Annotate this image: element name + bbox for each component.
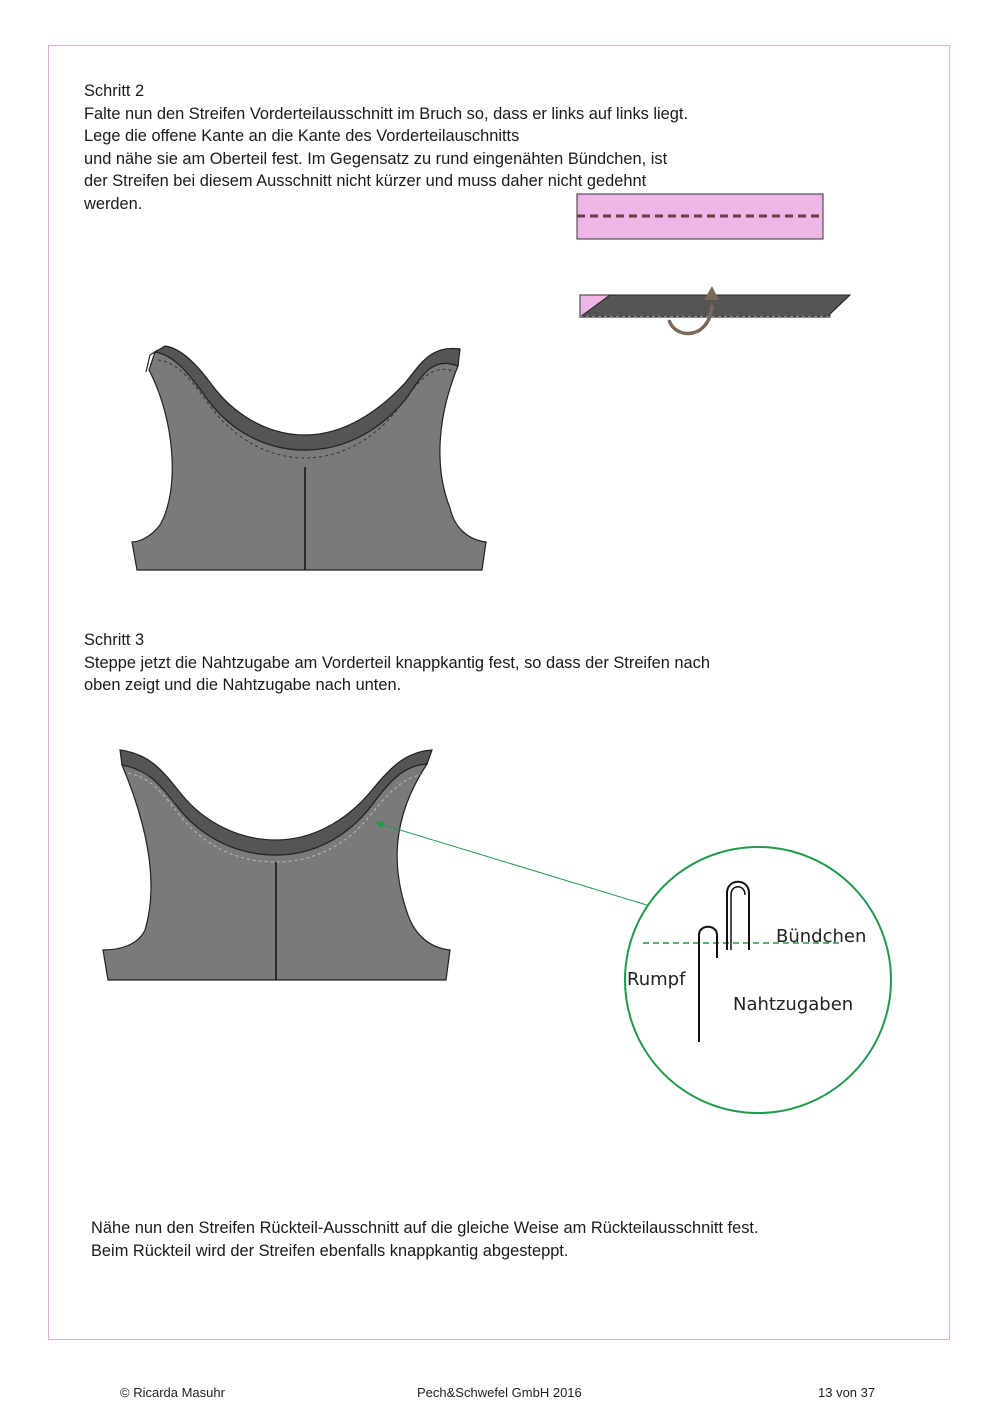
step-2-line: Falte nun den Streifen Vorderteilausschnitt im Bruch so, dass er links auf links liegt. <box>84 104 689 123</box>
footer-author: © Ricarda Masuhr <box>120 1385 225 1400</box>
bodice-piece <box>132 352 486 570</box>
step-3-line: Steppe jetzt die Nahtzugabe am Vorderteil knappkantig fest, so dass der Streifen nach <box>84 653 710 672</box>
closing-line: Nähe nun den Streifen Rückteil-Ausschnitt auf die gleiche Weise am Rückteilausschnitt fest. <box>91 1219 759 1237</box>
bodice-step-3-illustration <box>103 750 450 980</box>
strip-folded-illustration <box>580 286 850 334</box>
footer-company: Pech&Schwefel GmbH 2016 <box>417 1385 582 1400</box>
strip-unfolded-illustration <box>577 194 823 239</box>
step-2-line: Lege die offene Kante an die Kante des Vorderteilauschnitts <box>84 127 520 146</box>
seam-detail-callout <box>377 823 891 1113</box>
label-cuff: Bündchen <box>776 926 867 947</box>
fold-arrow-head <box>704 286 719 300</box>
step-2-line: der Streifen bei diesem Ausschnitt nicht kürzer und muss daher nicht gedehnt <box>84 172 647 191</box>
footer-page-number: 13 von 37 <box>818 1385 876 1400</box>
step-2-line: und nähe sie am Oberteil fest. Im Gegensatz zu rund eingenähten Bündchen, ist <box>84 149 668 168</box>
label-seam-allowances: Nahtzugaben <box>733 994 854 1015</box>
bodice-step-2-illustration <box>132 346 486 570</box>
step-2-line: werden. <box>84 194 143 213</box>
step-2-title: Schritt 2 <box>84 82 145 100</box>
step-3-line: oben zeigt und die Nahtzugabe nach unten. <box>84 676 402 695</box>
closing-line: Beim Rückteil wird der Streifen ebenfalls knappkantig abgesteppt. <box>91 1241 569 1260</box>
step-3-title: Schritt 3 <box>84 631 145 649</box>
label-body: Rumpf <box>627 969 686 990</box>
callout-pointer <box>377 823 650 906</box>
